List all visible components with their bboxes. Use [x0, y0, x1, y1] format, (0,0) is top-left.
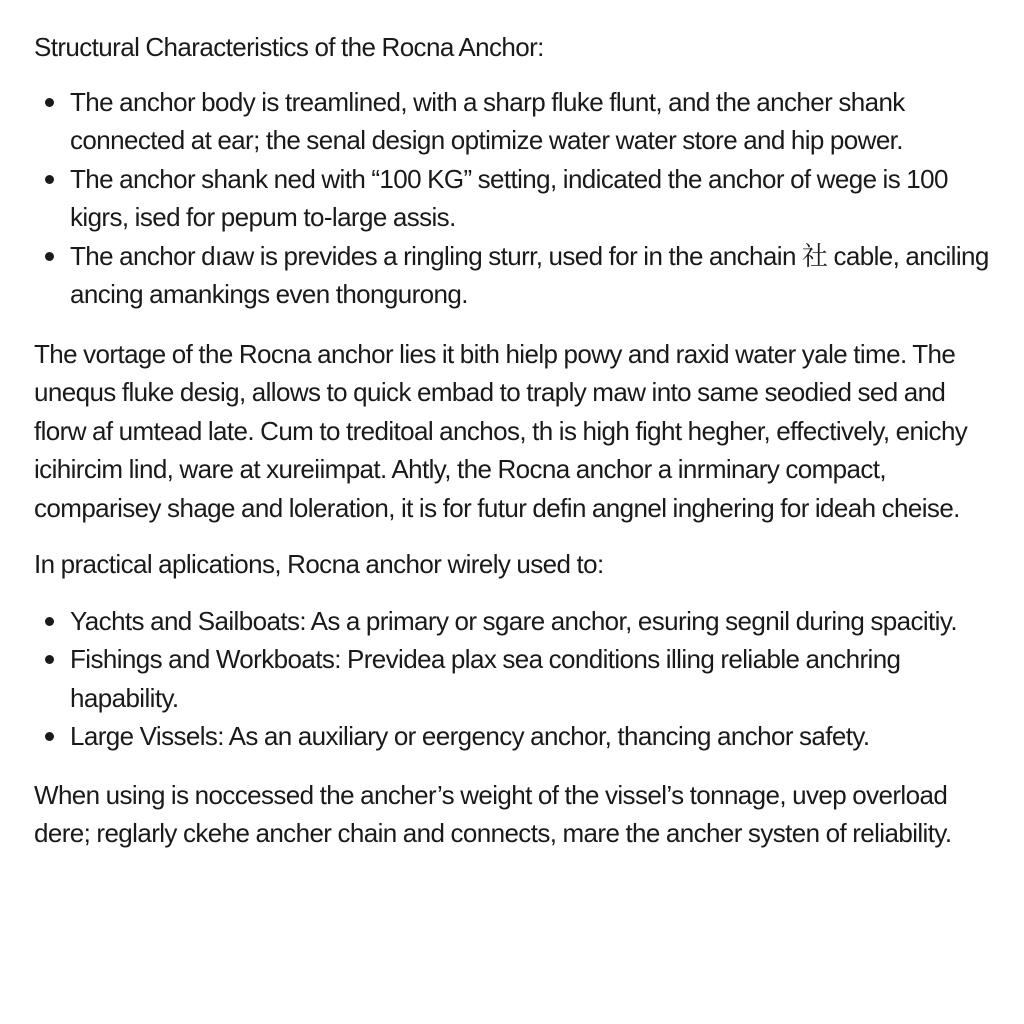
section-heading: Structural Characteristics of the Rocna Anchor:	[34, 32, 544, 62]
structural-characteristics-list	[34, 83, 992, 314]
list-item: The anchor body is treamlined, with a sharp fluke flunt, and the ancher shank connected at ear; the senal design optimize water water store and hip power.	[34, 83, 992, 160]
advantage-paragraph: The vortage of the Rocna anchor lies it bith hielp powy and raxid water yale time. The unequs fluke desig, allows to quick embad to traply maw into same seodied sed and florw af umtead late. Cum to treditoal anchos, th is high fight hegher, effectively, enichy icihircim lind, ware at xureiimpat. Ahtly, the Rocna anchor a inrminary compact, comparisey shage and loleration, it is for futur defin angnel inghering for ideah cheise.	[34, 338, 968, 523]
closing-paragraph: When using is noccessed the ancher’s weight of the vissel’s tonnage, uvep overload dere; reglarly ckehe ancher chain and connects, mare the ancher systen of reliability.	[34, 779, 952, 848]
list-item: Yachts and Sailboats: As a primary or sgare anchor, esuring segnil during spacitiy.	[34, 602, 992, 641]
document-body	[34, 28, 992, 853]
applications-list	[34, 602, 992, 756]
list-item: The anchor dıaw is prevides a ringling sturr, used for in the anchain 社 cable, anciling ancing amankings even thongurong.	[34, 237, 992, 314]
list-item: Large Vissels: As an auxiliary or eergency anchor, thancing anchor safety.	[34, 717, 992, 756]
applications-intro: In practical aplications, Rocna anchor wirely used to:	[34, 549, 604, 579]
list-item: The anchor shank ned with “100 KG” setting, indicated the anchor of wege is 100 kigrs, ised for pepum to-large assis.	[34, 160, 992, 237]
list-item: Fishings and Workboats: Previdea plax sea conditions illing reliable anchring hapability.	[34, 640, 992, 717]
